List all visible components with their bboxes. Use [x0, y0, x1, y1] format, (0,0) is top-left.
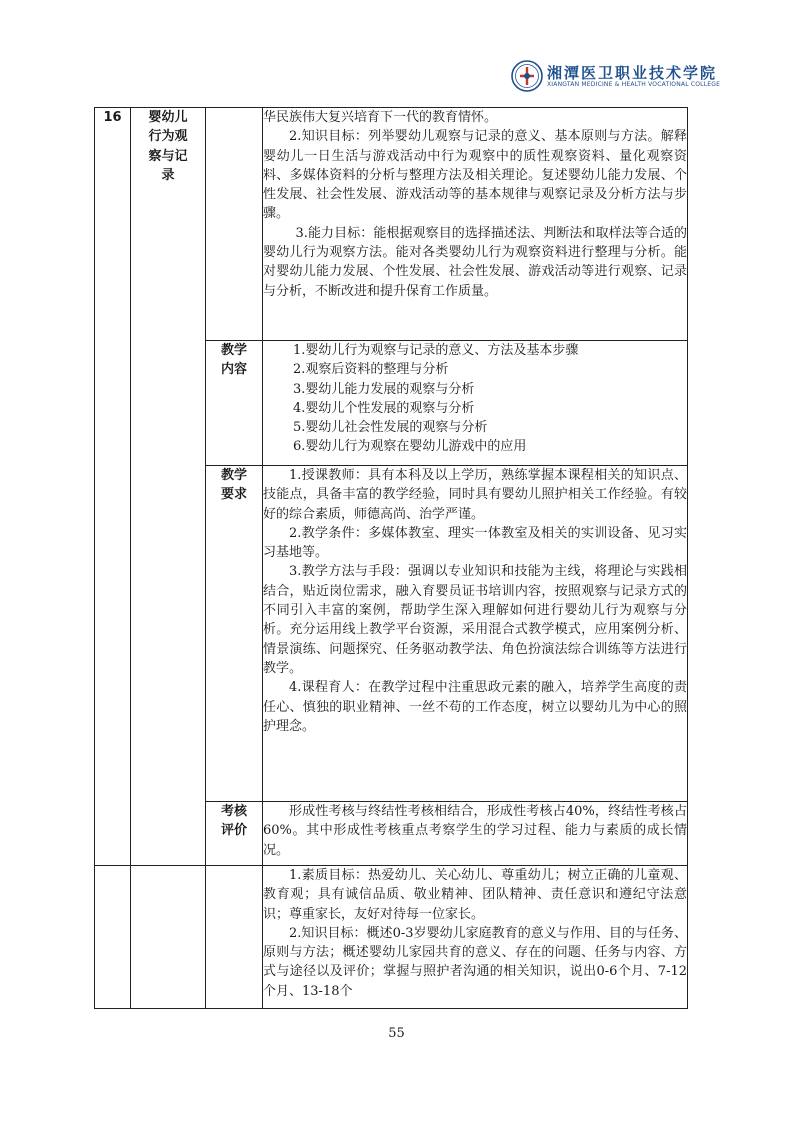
content-label: 教学内容	[220, 343, 247, 378]
table-row	[95, 108, 688, 341]
assessment-text: 形成性考核与终结性考核相结合，形成性考核占40%，终结性考核占60%。其中形成性考核重点考察学生的学习过程、能力与素质的成长情况。	[263, 804, 687, 858]
table-row	[95, 866, 688, 1009]
requirement-conditions: 2.教学条件：多媒体教室、理实一体教室及相关的实训设备、见习实习基地等。	[263, 525, 687, 561]
course-name-cell	[131, 108, 206, 866]
objective-knowledge: 2.知识目标：列举婴幼儿观察与记录的意义、基本原则与方法。解释婴幼儿一日生活与游戏活动中行为观察中的质性观察资料、量化观察资料、多媒体资料的分析与整理方法及相关理论。复述婴幼儿能力发展、个性发展、社会性发展、游戏活动等的基本规律与观察记录及分析方法与步骤。	[263, 129, 687, 222]
list-item: 6.婴幼儿行为观察在婴幼儿游戏中的应用	[293, 439, 527, 455]
requirement-methods: 3.教学方法与手段：强调以专业知识和技能为主线，将理论与实践相结合，贴近岗位需求，融入育婴员证书培训内容，按照观察与记录方式的不同引入丰富的案例，帮助学生深入理解如何进行婴幼儿行为观察与分析。充分运用线上教学平台资源，采用混合式教学模式，应用案例分析、情景演练、问题探究、任务驱动教学法、角色扮演法综合训练等方法进行教学。	[263, 564, 687, 676]
objective-continuation: 华民族伟大复兴培育下一代的教育情怀。	[263, 110, 498, 125]
next-row-number-cell	[95, 866, 131, 1009]
requirement-teacher: 1.授课教师：具有本科及以上学历，熟练掌握本课程相关的知识点、技能点，具备丰富的教学经验，同时具有婴幼儿照护相关工作经验。有较好的综合素质，师德高尚、治学严谨。	[263, 468, 687, 522]
school-emblem-icon	[511, 60, 543, 92]
objective-ability: 3.能力目标：能根据观察目的选择描述法、判断法和取样法等合适的婴幼儿行为观察方法。能对各类婴幼儿行为观察资料进行整理与分析。能对婴幼儿能力发展、个性发展、社会性发展、游戏活动等进行观察、记录与分析，不断改进和提升保育工作质量。	[263, 225, 687, 299]
list-item: 5.婴幼儿社会性发展的观察与分析	[293, 420, 488, 436]
next-course-name-cell	[131, 866, 206, 1009]
next-objective-knowledge: 2.知识目标：概述0-3岁婴幼儿家庭教育的意义与作用、目的与任务、原则与方法；概述婴幼儿家园共育的意义、存在的问题、任务与内容、方式与途径以及评价；掌握与照护者沟通的相关知识，说出0-6个月、7-12个月、13-18个	[263, 925, 687, 999]
course-name: 婴幼儿行为观察与记录	[148, 110, 188, 183]
objectives-cell	[263, 108, 688, 341]
page-number: 55	[388, 1026, 405, 1041]
school-name-cn: 湘潭医卫职业技术学院	[547, 64, 718, 82]
next-objectives-label-cell	[206, 866, 263, 1009]
school-logo	[511, 60, 721, 92]
list-item: 1.婴幼儿行为观察与记录的意义、方法及基本步骤	[293, 343, 579, 358]
list-item: 2.观察后资料的整理与分析	[293, 362, 449, 378]
content-label-cell	[206, 341, 263, 466]
next-objective-quality: 1.素质目标：热爱幼儿、关心幼儿、尊重幼儿；树立正确的儿童观、教育观；具有诚信品质、敬业精神、团队精神、责任意识和遵纪守法意识；尊重家长，友好对待每一位家长。	[263, 868, 687, 922]
next-objectives-cell	[263, 866, 688, 1009]
row-number: 16	[95, 108, 131, 866]
content-cell	[263, 341, 688, 466]
objectives-label-cell	[206, 108, 263, 341]
assessment-cell	[263, 802, 688, 866]
school-name-en: XIANGTAN MEDICINE & HEALTH VOCATIONAL COLLEGE	[547, 81, 721, 88]
requirements-label: 教学要求	[220, 468, 247, 503]
list-item: 3.婴幼儿能力发展的观察与分析	[293, 381, 475, 397]
requirements-label-cell	[206, 466, 263, 802]
assessment-label: 考核评价	[220, 804, 247, 839]
requirement-education: 4.课程育人：在教学过程中注重思政元素的融入，培养学生高度的责任心、慎独的职业精神、一丝不苟的工作态度，树立以婴幼儿为中心的照护理念。	[263, 680, 687, 734]
course-table	[94, 107, 688, 1009]
requirements-cell	[263, 466, 688, 802]
assessment-label-cell	[206, 802, 263, 866]
list-item: 4.婴幼儿个性发展的观察与分析	[293, 400, 475, 416]
